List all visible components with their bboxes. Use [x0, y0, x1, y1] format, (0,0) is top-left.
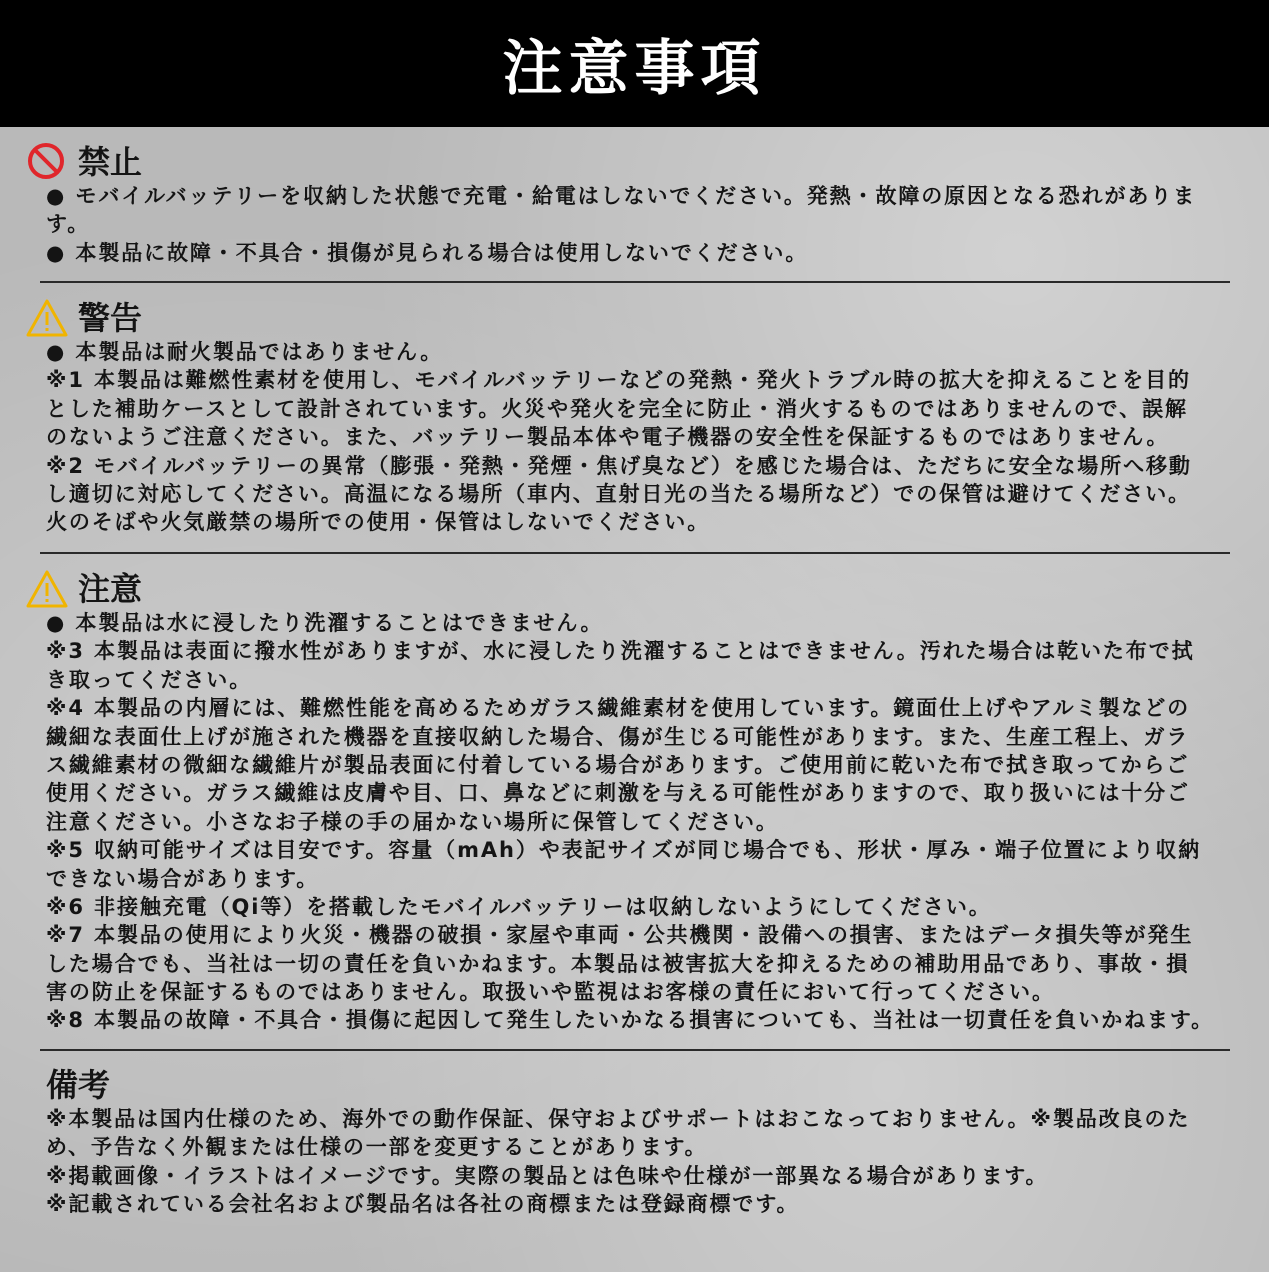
- text-line: ※3 本製品は表面に撥水性がありますが、水に浸したり洗濯することはできません。汚れた場合は乾いた布で拭: [46, 639, 1195, 664]
- text-line: ※5 収納可能サイズは目安です。容量（mAh）や表記サイズが同じ場合でも、形状・厚み・端子位置により収納: [46, 838, 1202, 863]
- text-line: ※8 本製品の故障・不具合・損傷に起因して発生したいかなる損害についても、当社は一切責任を負いかねます。: [46, 1008, 1215, 1033]
- text-line: し適切に対応してください。高温になる場所（車内、直射日光の当たる場所など）での保管は避けてください。: [46, 481, 1191, 506]
- text-line: ※4 本製品の内層には、難燃性能を高めるためガラス繊維素材を使用しています。鏡面仕上げやアルミ製などの: [46, 696, 1191, 721]
- section-caution: [0, 569, 1269, 1035]
- divider: [40, 552, 1230, 554]
- text-line: ※7 本製品の使用により火災・機器の破損・家屋や車両・公共機関・設備への損害、またはデータ損失等が発生: [46, 923, 1194, 948]
- prohibited-icon: [26, 142, 68, 182]
- section-remarks: [0, 1065, 1269, 1219]
- text-line: ※掲載画像・イラストはイメージです。実際の製品とは色味や仕様が一部異なる場合があります。: [46, 1163, 1049, 1188]
- text-line: のないようご注意ください。また、バッテリー製品本体や電子機器の安全性を保証するものではありません。: [46, 425, 1170, 450]
- page-title: 注意事項: [502, 33, 767, 104]
- text-line: ● 本製品に故障・不具合・損傷が見られる場合は使用しないでください。: [46, 240, 809, 265]
- text-line: 繊細な表面仕上げが施された機器を直接収納した場合、傷が生じる可能性があります。また、生産工程上、ガラ: [46, 724, 1190, 749]
- section-text: [46, 338, 1269, 537]
- text-line: とした補助ケースとして設計されています。火災や発火を完全に防止・消火するものではありませんので、誤解: [46, 396, 1188, 421]
- section-prohibited: [0, 142, 1269, 267]
- header-bar: [0, 0, 1269, 127]
- warning-triangle-icon: [26, 569, 68, 609]
- text-line: ※1 本製品は難燃性素材を使用し、モバイルバッテリーなどの発熱・発火トラブル時の拡大を抑えることを目的: [46, 368, 1191, 393]
- text-line: ● 本製品は耐火製品ではありません。: [46, 340, 444, 364]
- text-line: ※2 モバイルバッテリーの異常（膨張・発熱・発煙・焦げ臭など）を感じた場合は、ただちに安全な場所へ移動: [46, 453, 1192, 478]
- text-line: 使用ください。ガラス繊維は皮膚や目、口、鼻などに刺激を与える可能性がありますので、取り扱いには十分ご: [46, 781, 1190, 806]
- divider: [40, 281, 1230, 283]
- section-title: 備考: [46, 1066, 111, 1104]
- section-title: 注意: [78, 570, 143, 608]
- text-line: き取ってください。: [46, 667, 253, 692]
- text-line: ※本製品は国内仕様のため、海外での動作保証、保守およびサポートはおこなっておりません。※製品改良のた: [46, 1107, 1191, 1131]
- text-line: ス繊維素材の微細な繊維片が製品表面に付着している場合があります。ご使用前に乾いた布で拭き取ってからご: [46, 752, 1190, 777]
- divider: [40, 1049, 1230, 1051]
- section-warning: [0, 298, 1269, 537]
- text-line: ● モバイルバッテリーを収納した状態で充電・給電はしないでください。発熱・故障の原因となる恐れがありま: [46, 184, 1197, 208]
- text-line: め、予告なく外観または仕様の一部を変更することがあります。: [46, 1135, 708, 1160]
- warning-triangle-icon: [26, 298, 68, 338]
- text-line: す。: [46, 212, 91, 237]
- text-line: ※6 非接触充電（Qi等）を搭載したモバイルバッテリーは収納しないようにしてください。: [46, 894, 992, 919]
- text-line: した場合でも、当社は一切の責任を負いかねます。本製品は被害拡大を抑えるための補助用品であり、事故・損: [46, 951, 1190, 976]
- section-title: 禁止: [78, 143, 143, 181]
- text-line: できない場合があります。: [46, 866, 320, 891]
- text-line: 火のそばや火気厳禁の場所での使用・保管はしないでください。: [46, 510, 711, 535]
- text-line: 注意ください。小さなお子様の手の届かない場所に保管してください。: [46, 809, 779, 834]
- section-text: [46, 1105, 1269, 1219]
- text-line: 害の防止を保証するものではありません。取扱いや監視はお客様の責任において行ってください。: [46, 980, 1055, 1005]
- section-text: [46, 609, 1269, 1035]
- text-line: ● 本製品は水に浸したり洗濯することはできません。: [46, 611, 604, 635]
- text-line: ※記載されている会社名および製品名は各社の商標または登録商標です。: [46, 1192, 800, 1217]
- section-title: 警告: [78, 299, 143, 337]
- section-text: [46, 182, 1269, 267]
